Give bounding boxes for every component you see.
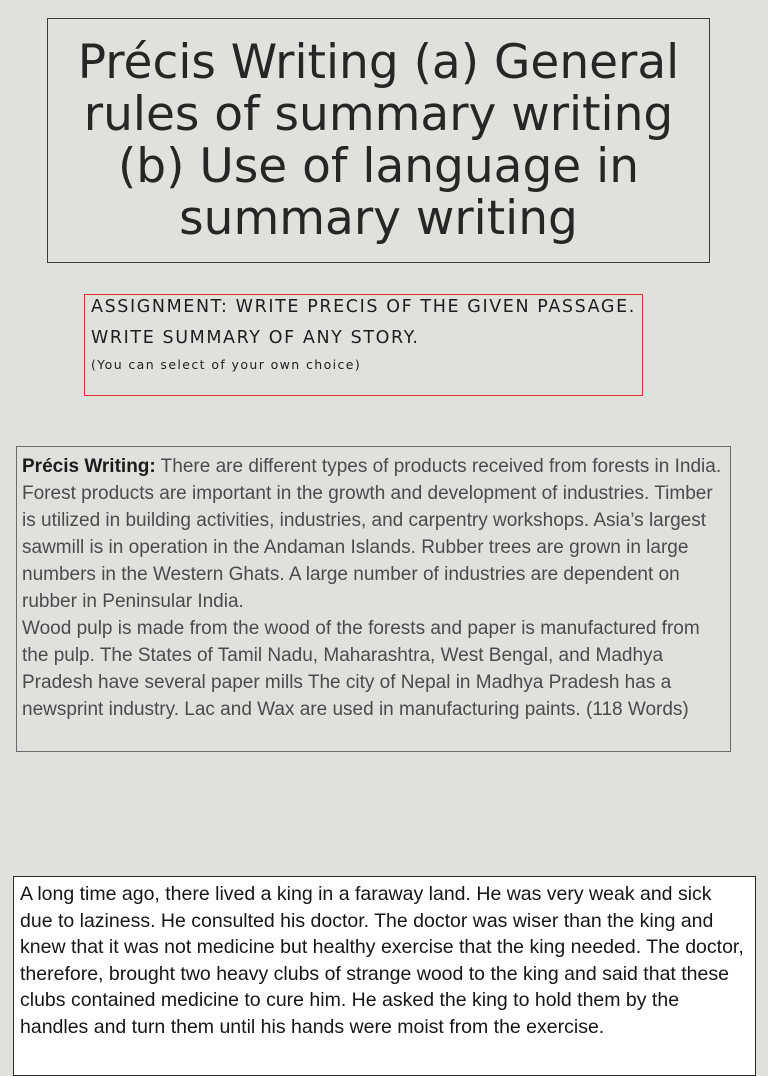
assignment-line-1: ASSIGNMENT: WRITE PRECIS OF THE GIVEN PASSAGE. bbox=[91, 297, 636, 317]
story-passage-box bbox=[13, 876, 756, 1076]
precis-passage-box bbox=[16, 446, 731, 752]
title-box bbox=[47, 18, 710, 263]
precis-paragraph-2: Wood pulp is made from the wood of the forests and paper is manufactured from the pulp. The States of Tamil Nadu, Maharashtra, West Bengal, and Madhya Pradesh have several paper mills The city of Nepal in Madhya Pradesh has a newsprint industry. Lac and Wax are used in manufacturing paints. (118 Words) bbox=[22, 618, 700, 720]
assignment-box bbox=[84, 294, 643, 396]
precis-paragraph-1-text: There are different types of products received from forests in India. Forest products are important in the growth and development of industries. Timber is utilized in building activities, industries, and carpentry workshops. Asia’s largest sawmill is in operation in the Andaman Islands. Rubber trees are grown in large numbers in the Western Ghats. A large number of industries are dependent on rubber in Peninsular India. bbox=[22, 456, 722, 612]
assignment-note: (You can select of your own choice) bbox=[91, 357, 362, 372]
precis-heading: Précis Writing: bbox=[22, 456, 156, 477]
precis-paragraph-1 bbox=[22, 453, 725, 615]
assignment-line-2: WRITE SUMMARY OF ANY STORY. bbox=[91, 328, 420, 348]
story-text: A long time ago, there lived a king in a faraway land. He was very weak and sick due to laziness. He consulted his doctor. The doctor was wiser than the king and knew that it was not medicine but healthy exercise that the king needed. The doctor, therefore, brought two heavy clubs of strange wood to the king and said that these clubs contained medicine to cure him. He asked the king to hold them by the handles and turn them until his hands were moist from the exercise. bbox=[20, 883, 744, 1038]
slide-title: Précis Writing (a) General rules of summary writing (b) Use of language in summary writing bbox=[77, 34, 680, 246]
